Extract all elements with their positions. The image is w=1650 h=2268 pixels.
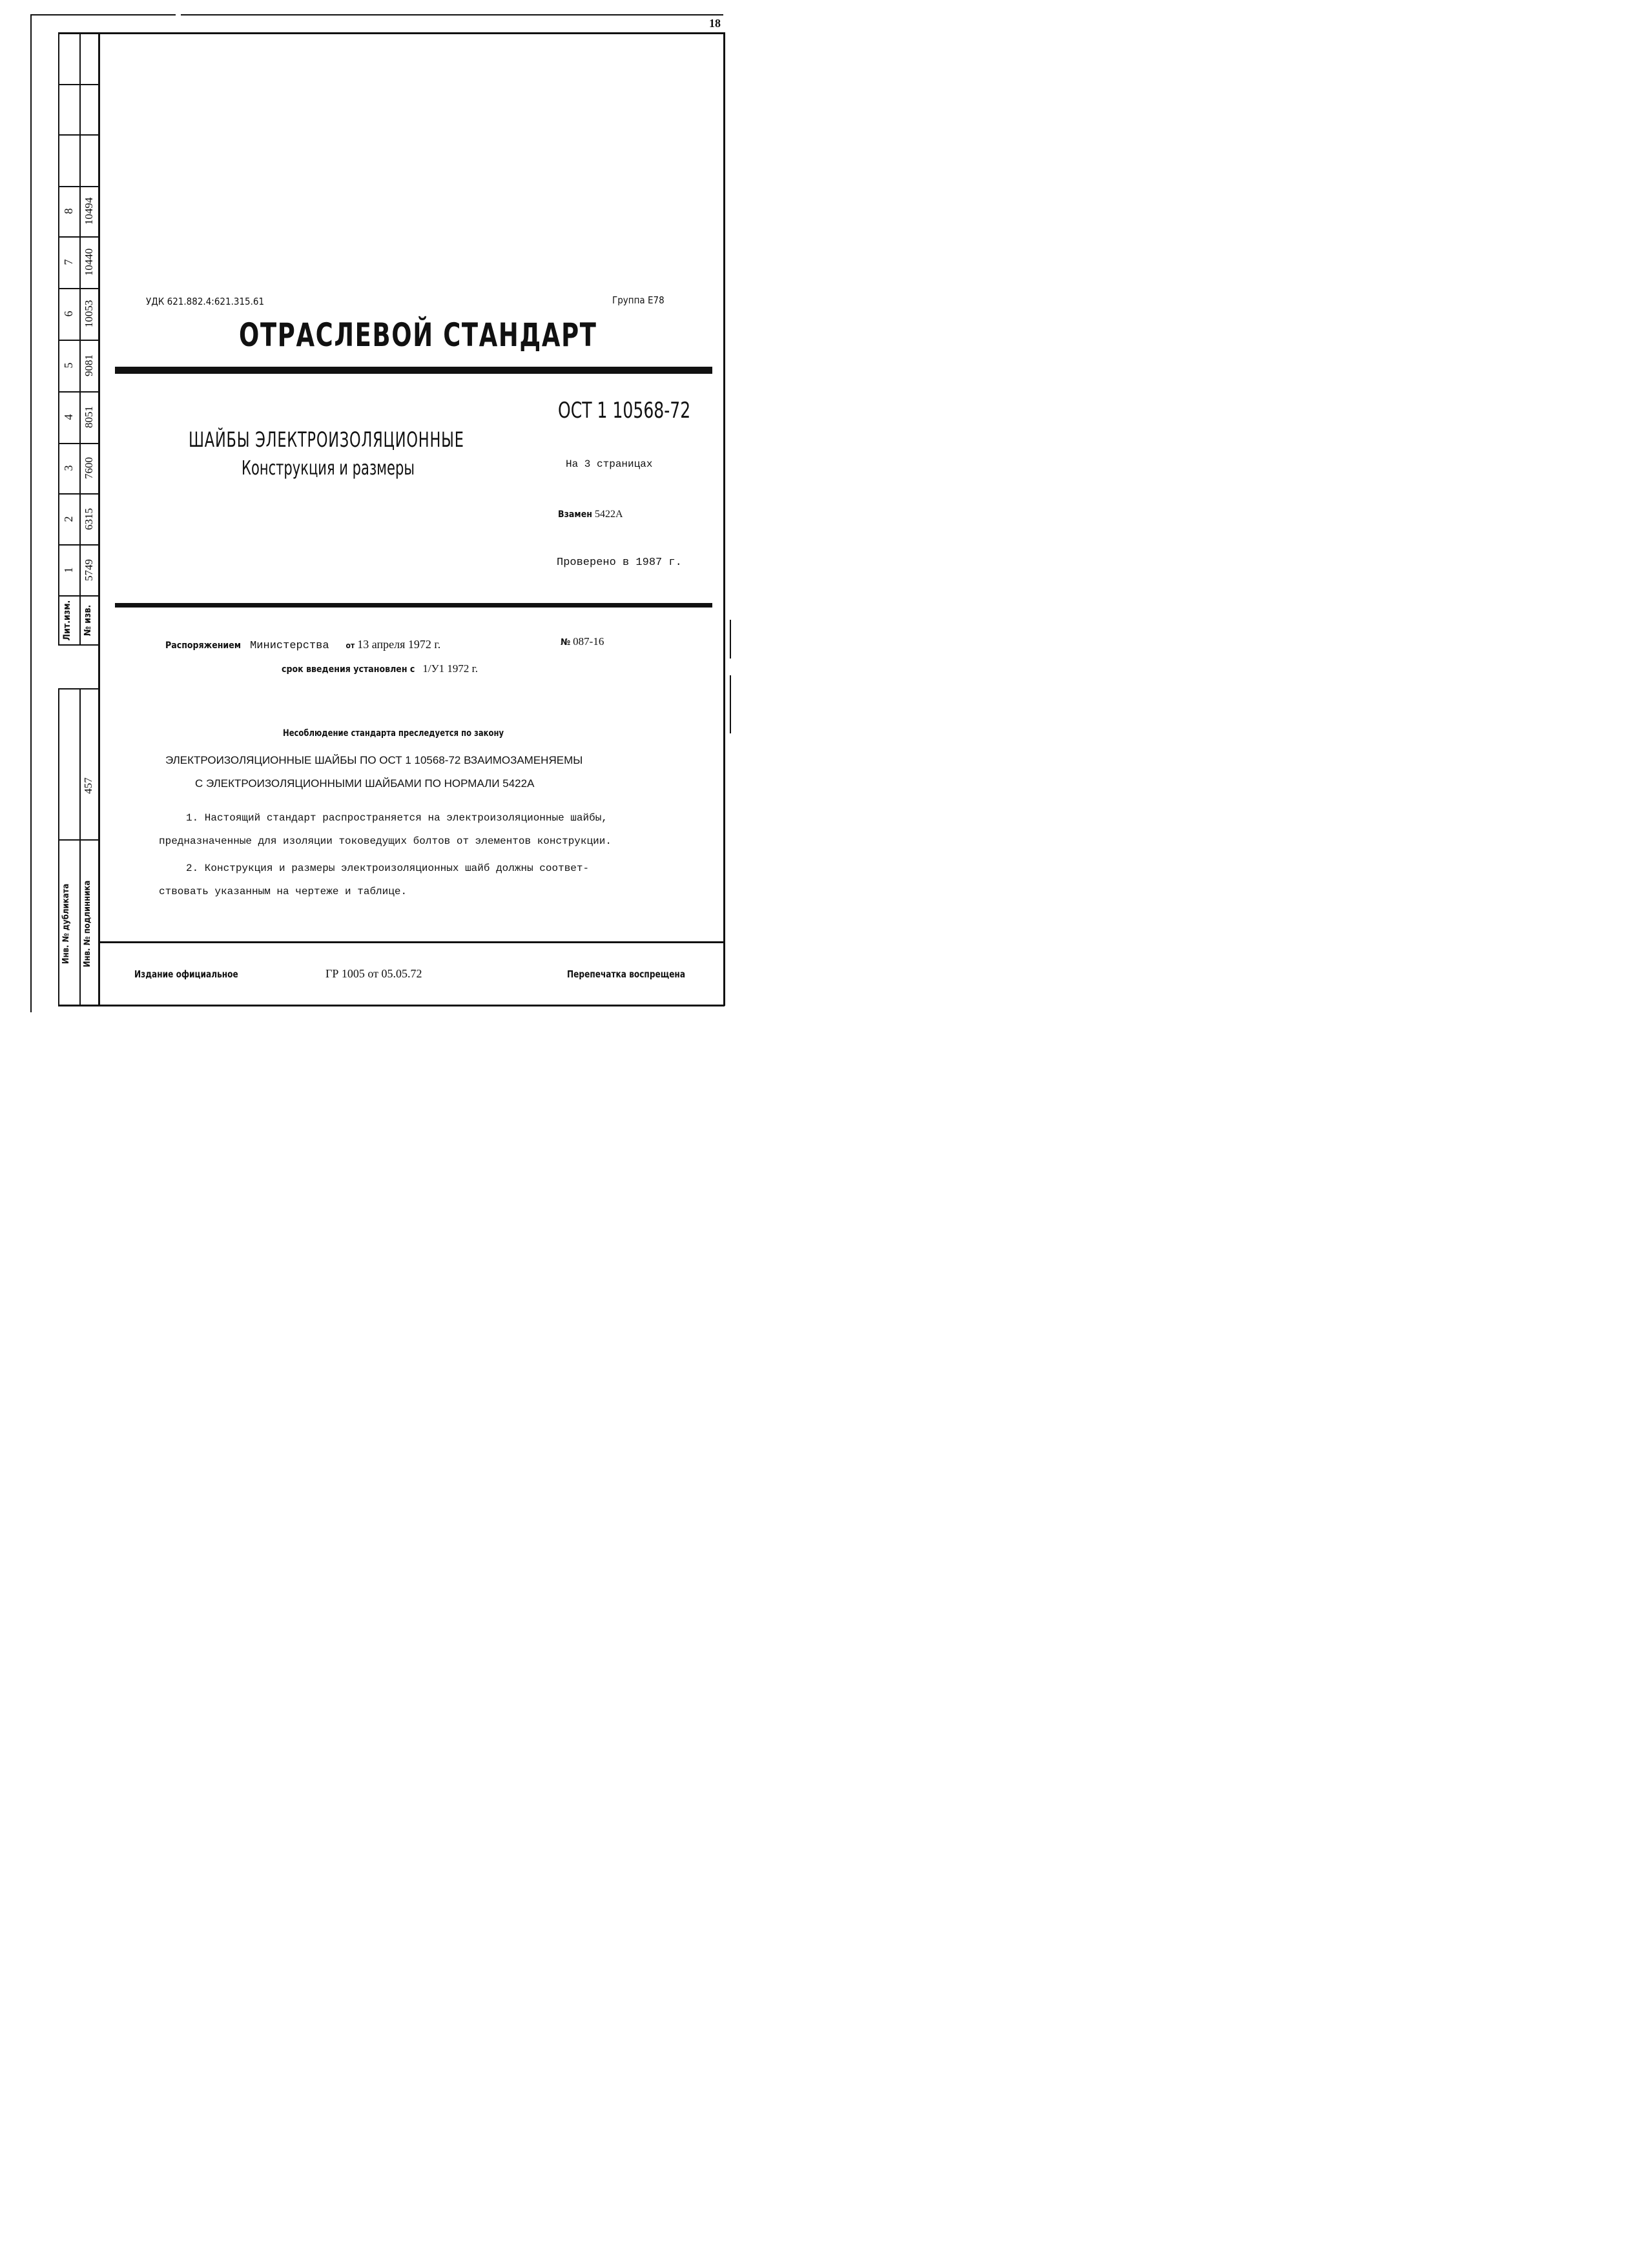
side-izv: 10440 [83, 248, 95, 276]
side-sep [58, 288, 99, 289]
side-sep [58, 544, 99, 546]
inv-sep [58, 839, 99, 841]
side-sep [58, 391, 99, 393]
mid-rule [115, 603, 712, 608]
side-sep [58, 186, 99, 187]
side-lit: 8 [62, 208, 75, 214]
side-izv: 7600 [83, 457, 95, 479]
frame-left [30, 14, 32, 1012]
footer-reprint: Перепечатка воспрещена [567, 968, 686, 980]
side-sep [58, 493, 99, 495]
side-izv: 6315 [83, 508, 95, 530]
order-line [165, 638, 440, 652]
side-lit: 2 [62, 516, 75, 522]
main-bottom [58, 1005, 725, 1006]
inv-top [58, 688, 99, 690]
side-lit: 7 [62, 259, 75, 265]
side-col-left [58, 32, 59, 646]
udk-code: УДК 621.882.4:621.315.61 [146, 296, 265, 307]
frame-top-right [181, 14, 723, 15]
order-number-line [561, 635, 604, 648]
scan-mark [730, 675, 731, 733]
main-left [98, 32, 100, 1006]
term-label: срок введения установлен с [282, 664, 415, 675]
side-izv: 10053 [83, 300, 95, 328]
side-izv: 5749 [83, 559, 95, 581]
side-sep [58, 340, 99, 341]
para1-line1: 1. Настоящий стандарт распространяется на электроизоляционные шайбы, [186, 812, 608, 824]
side-lit: 4 [62, 414, 75, 420]
footer-edition: Издание официальное [134, 968, 238, 980]
page-number: 18 [709, 17, 721, 30]
scan-mark [730, 620, 731, 659]
interchange-line-1: ЭЛЕКТРОИЗОЛЯЦИОННЫЕ ШАЙБЫ ПО ОСТ 1 10568-72 ВЗАИМОЗАМЕНЯЕМЫ [165, 754, 583, 766]
frame-top-left [30, 14, 176, 15]
doc-title: ШАЙБЫ ЭЛЕКТРОИЗОЛЯЦИОННЫЕ [189, 427, 464, 452]
footer-rule [98, 941, 725, 943]
group-code: Группа Е78 [612, 294, 665, 306]
side-lit: 3 [62, 465, 75, 471]
doc-subtitle: Конструкция и размеры [242, 457, 415, 480]
order-date: 13 апреля 1972 г. [357, 638, 441, 651]
ost-number: ОСТ 1 10568-72 [558, 398, 691, 424]
side-sep [58, 134, 99, 136]
side-izv: 9081 [83, 354, 95, 376]
replaces-value: 5422А [594, 509, 623, 520]
inv-duplicate-label: Инв. № дубликата [61, 883, 71, 965]
side-lit: 1 [62, 567, 75, 573]
interchange-line-2: С ЭЛЕКТРОИЗОЛЯЦИОННЫМИ ШАЙБАМИ ПО НОРМАЛИ 5422А [195, 777, 535, 790]
side-izv: 10494 [83, 197, 95, 225]
order-number: 087-16 [573, 635, 604, 648]
side-lit-header: Лит.изм. [62, 600, 72, 641]
side-izv-header: № изв. [83, 604, 93, 637]
order-label: Распоряжением [165, 640, 242, 651]
inv-col-mid [79, 688, 81, 1006]
para2-line1: 2. Конструкция и размеры электроизоляционных шайб должны соответ- [186, 863, 590, 874]
term-line [282, 662, 478, 675]
inv-original-label: Инв. № подлинника [83, 880, 92, 968]
para2-line2: ствовать указанным на чертеже и таблице. [159, 886, 407, 897]
pages-note: На 3 страницах [566, 458, 653, 470]
replaces-label: Взамен [558, 509, 592, 520]
order-number-label: № [561, 637, 571, 648]
side-lit: 6 [62, 311, 75, 317]
header-title: ОТРАСЛЕВОЙ СТАНДАРТ [239, 316, 597, 354]
order-ministry: Министерства [250, 640, 329, 652]
replaces-line [558, 509, 623, 520]
side-izv: 8051 [83, 406, 95, 428]
law-notice: Несоблюдение стандарта преследуется по закону [283, 728, 504, 739]
inv-original-value: 457 [82, 777, 94, 794]
para1-line2: предназначенные для изоляции токоведущих болтов от элементов конструкции. [159, 835, 612, 847]
side-sep [58, 84, 99, 85]
side-col-mid [79, 32, 81, 646]
term-value: 1/У1 1972 г. [422, 662, 478, 675]
verified-note: Проверено в 1987 г. [557, 557, 682, 569]
side-lit: 5 [62, 362, 75, 369]
inv-col-left [58, 688, 59, 1006]
header-rule [115, 367, 712, 374]
order-from: от [345, 641, 355, 650]
side-sep [58, 443, 99, 444]
main-right [723, 32, 725, 1006]
main-top [58, 32, 725, 34]
footer-gr: ГР 1005 от 05.05.72 [325, 967, 422, 980]
side-sep [58, 236, 99, 238]
